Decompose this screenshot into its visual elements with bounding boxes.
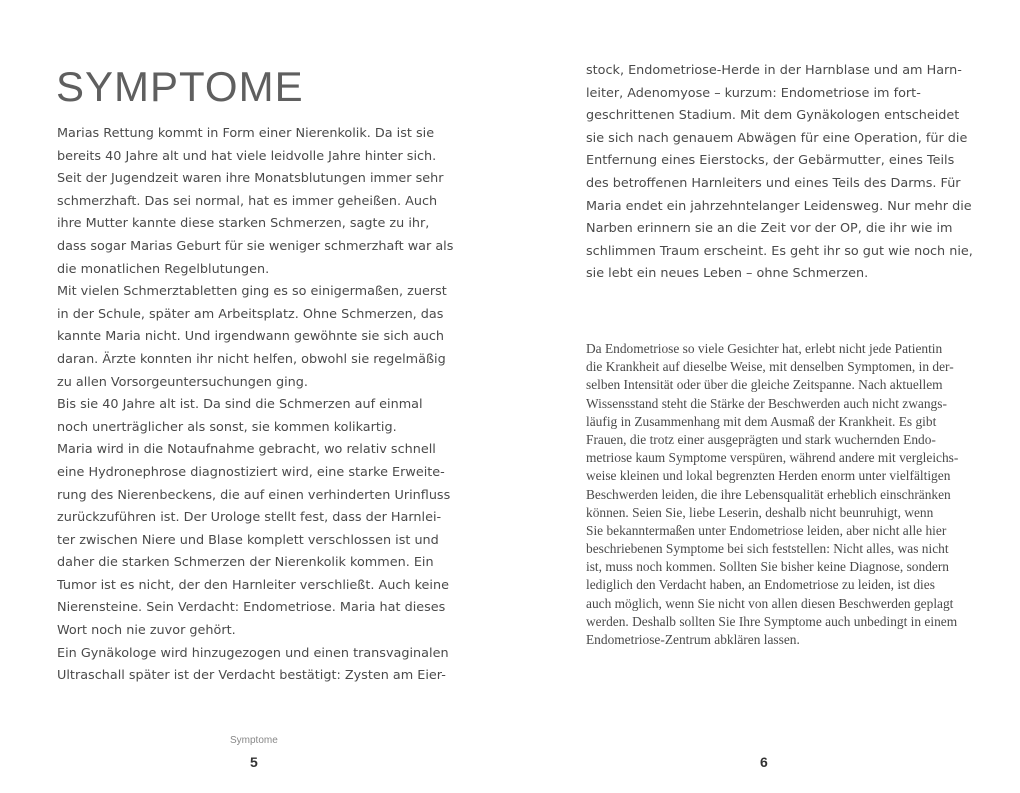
text-line: sie lebt ein neues Leben – ohne Schmerzen. [586,266,869,282]
text-line: in der Schule, später am Arbeitsplatz. Ohne Schmerzen, das [57,306,444,322]
text-line: zu allen Vorsorgeuntersuchungen ging. [57,374,308,390]
text-line: kannte Maria nicht. Und irgendwann gewöhnte sie sich auch [57,329,445,345]
text-line: sie sich nach genauem Abwägen für eine Operation, für die [586,130,968,146]
text-line: werden. Deshalb sollten Sie Ihre Symptome auch unbedingt in einem [586,613,958,629]
text-line: Narben erinnern sie an die Zeit vor der OP, die ihr wie im [586,221,953,237]
text-line: Ein Gynäkologe wird hinzugezogen und einen transvaginalen [57,645,449,661]
text-line: ist, muss noch kommen. Sollten Sie bisher keine Diagnose, sondern [586,559,949,575]
text-line: leiter, Adenomyose – kurzum: Endometriose im fort- [586,85,921,101]
text-line: Wissensstand steht die Stärke der Beschwerden auch nicht zwangs- [586,395,947,411]
right-page [510,0,1020,793]
text-line: des betroffenen Harnleiters und eines Teils des Darms. Für [586,175,961,191]
page-number: 6 [760,754,768,770]
text-line: Sie bekanntermaßen unter Endometriose leiden, aber nicht alle hier [586,522,947,538]
text-line: beschriebenen Symptome bei sich feststellen: Nicht alles, was nicht [586,541,949,557]
text-line: dass sogar Marias Geburt für sie weniger schmerzhaft war als [57,238,454,254]
chapter-title: SYMPTOME [56,63,304,110]
text-line: selben Intensität oder über die gleiche Zeitspanne. Nach aktuellem [586,377,943,393]
text-line: Maria wird in die Notaufnahme gebracht, wo relativ schnell [57,442,436,458]
text-line: Frauen, die trotz einer ausgeprägten und stark wuchernden Endo- [586,431,936,447]
text-line: können. Seien Sie, liebe Leserin, deshalb nicht beunruhigt, wenn [586,504,934,520]
text-line: daran. Ärzte konnten ihr nicht helfen, obwohl sie regelmäßig [57,351,446,367]
text-line: daher die starken Schmerzen der Nierenkolik kommen. Ein [57,555,434,571]
text-line: metriose kaum Symptome verspüren, während andere mit vergleichs- [586,450,959,466]
text-line: Marias Rettung kommt in Form einer Nierenkolik. Da ist sie [57,126,435,141]
info-box-text [586,340,958,649]
text-line: noch unerträglicher als sonst, sie kommen kolikartig. [57,419,397,435]
text-line: Ultraschall später ist der Verdacht bestätigt: Zysten am Eier- [57,668,446,684]
running-head: Symptome [230,735,278,746]
text-line: eine Hydronephrose diagnostiziert wird, eine starke Erweite- [57,464,445,480]
text-line: ter zwischen Niere und Blase komplett verschlossen ist und [57,532,439,548]
text-line: geschrittenen Stadium. Mit dem Gynäkologen entscheidet [586,108,960,124]
text-line: Wort noch nie zuvor gehört. [57,623,236,639]
text-line: auch möglich, wenn Sie nicht von allen diesen Beschwerden geplagt [586,595,954,611]
text-line: Nierensteine. Sein Verdacht: Endometriose. Maria hat dieses [57,600,446,616]
text-line: Seit der Jugendzeit waren ihre Monatsblutungen immer sehr [57,171,444,187]
text-line: Da Endometriose so viele Gesichter hat, erlebt nicht jede Patientin [586,341,943,356]
text-line: ihre Mutter kannte diese starken Schmerzen, sagte zu ihr, [57,216,430,232]
text-line: Bis sie 40 Jahre alt ist. Da sind die Schmerzen auf einmal [57,397,423,413]
text-line: zurückzuführen ist. Der Urologe stellt fest, dass der Harnlei- [57,510,442,526]
text-line: Beschwerden leiden, die ihre Lebensqualität erheblich einschränken [586,486,951,502]
text-line: Mit vielen Schmerztabletten ging es so einigermaßen, zuerst [57,284,447,300]
text-line: Entfernung eines Eierstocks, der Gebärmutter, eines Teils [586,153,955,169]
page-number: 5 [250,754,258,770]
text-line: bereits 40 Jahre alt und hat viele leidvolle Jahre hinter sich. [57,148,437,164]
text-line: läufig in Zusammenhang mit dem Ausmaß der Krankheit. Es gibt [586,413,937,429]
text-line: die monatlichen Regelblutungen. [57,261,270,277]
text-line: lediglich den Verdacht haben, an Endometriose zu leiden, ist dies [586,577,935,593]
text-line: Maria endet ein jahrzehntelanger Leidensweg. Nur mehr die [586,198,972,214]
text-line: die Krankheit auf dieselbe Weise, mit denselben Symptomen, in der- [586,359,954,375]
text-line: rung des Nierenbeckens, die auf einen verhinderten Urinfluss [57,487,451,503]
text-line: stock, Endometriose-Herde in der Harnblase und am Harn- [586,63,962,78]
text-line: Endometriose-Zentrum abklären lassen. [586,632,800,647]
text-line: weise kleinen und lokal begrenzten Herden enorm unter vielfältigen [586,468,951,484]
text-line: schlimmen Traum erscheint. Es geht ihr so gut wie noch nie, [586,243,973,259]
right-body-text [586,60,973,286]
text-line: Tumor ist es nicht, der den Harnleiter verschließt. Auch keine [57,577,449,593]
left-body-text [57,123,453,688]
text-line: schmerzhaft. Das sei normal, hat es immer geheißen. Auch [57,193,438,209]
